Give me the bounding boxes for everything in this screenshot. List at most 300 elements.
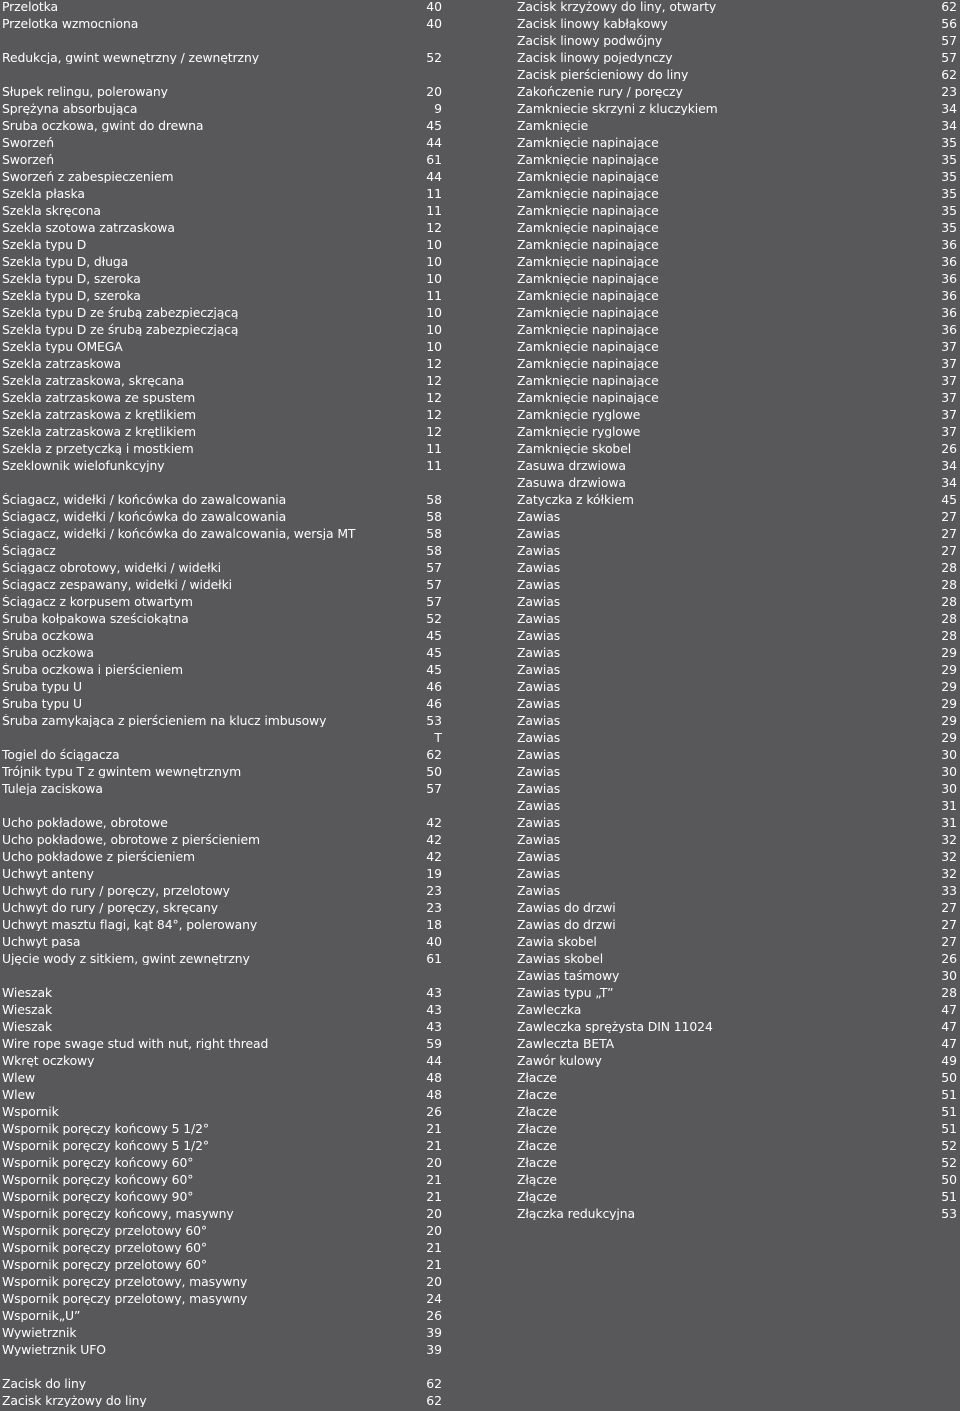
entry-page-number: 46 — [426, 696, 442, 711]
index-entry — [2, 850, 442, 867]
index-entry — [2, 1394, 442, 1411]
entry-name: Ucho pokładowe, obrotowe z pierścieniem — [2, 833, 260, 846]
entry-name: Wspornik poręczy końcowy, masywny — [2, 1207, 234, 1220]
entry-name: Słupek relingu, polerowany — [2, 85, 168, 98]
index-entry — [2, 187, 442, 204]
index-entry — [2, 867, 442, 884]
index-entry — [2, 1309, 442, 1326]
entry-page-number: 11 — [426, 441, 442, 456]
entry-name: Szekla typu D ze śrubą zabezpieczjącą — [2, 323, 239, 336]
index-entry — [2, 136, 442, 153]
entry-page-number: 47 — [941, 1036, 957, 1051]
entry-page-number: 29 — [941, 662, 957, 677]
index-entry — [2, 1207, 442, 1224]
entry-page-number: 35 — [941, 186, 957, 201]
index-entry — [517, 459, 957, 476]
entry-page-number: 42 — [426, 849, 442, 864]
index-entry — [517, 255, 957, 272]
entry-page-number: 29 — [941, 645, 957, 660]
entry-page-number: 28 — [941, 628, 957, 643]
index-entry — [2, 238, 442, 255]
index-entry — [517, 578, 957, 595]
entry-name: Sworzeń — [2, 136, 54, 149]
entry-name: Wspornik poręczy końcowy 90° — [2, 1190, 194, 1203]
entry-page-number: 42 — [426, 815, 442, 830]
entry-name: Szekla skręcona — [2, 204, 101, 217]
index-entry — [517, 782, 957, 799]
entry-name: Sworzeń z zabespieczeniem — [2, 170, 174, 183]
entry-name: Śruba oczkowa — [2, 629, 94, 642]
index-entry — [2, 629, 442, 646]
index-entry — [517, 238, 957, 255]
index-entry — [517, 323, 957, 340]
entry-name: Szekla zatrzaskowa, skręcana — [2, 374, 185, 387]
entry-name: Zawias — [517, 765, 561, 778]
entry-page-number: 36 — [941, 288, 957, 303]
entry-page-number: 10 — [426, 254, 442, 269]
entry-name: Szekla typu D — [2, 238, 87, 251]
index-entry — [517, 1190, 957, 1207]
index-entry — [2, 1275, 442, 1292]
section-gap — [2, 1360, 442, 1377]
entry-page-number: 35 — [941, 169, 957, 184]
index-entry — [2, 221, 442, 238]
index-entry — [2, 51, 442, 68]
entry-name: Zawia skobel — [517, 935, 597, 948]
entry-page-number: 10 — [426, 305, 442, 320]
index-entry — [517, 697, 957, 714]
index-entry — [517, 272, 957, 289]
index-entry — [517, 34, 957, 51]
entry-name: Złącze — [517, 1173, 557, 1186]
entry-name: Zawleczta BETA — [517, 1037, 614, 1050]
index-entry — [517, 510, 957, 527]
entry-page-number: 11 — [426, 458, 442, 473]
entry-name: Złacze — [517, 1139, 557, 1152]
entry-name: Wspornik poręczy przelotowy 60° — [2, 1224, 208, 1237]
index-entry — [2, 204, 442, 221]
index-entry — [517, 646, 957, 663]
index-entry — [517, 476, 957, 493]
entry-page-number: 45 — [426, 118, 442, 133]
entry-page-number: 61 — [426, 951, 442, 966]
entry-name: Wspornik poręczy końcowy 5 1/2° — [2, 1122, 210, 1135]
entry-name: Zamknięcie napinające — [517, 272, 659, 285]
entry-page-number: 21 — [426, 1172, 442, 1187]
index-entry — [517, 544, 957, 561]
index-entry — [517, 289, 957, 306]
index-entry — [517, 170, 957, 187]
index-entry — [2, 119, 442, 136]
index-entry — [2, 952, 442, 969]
entry-page-number: 48 — [426, 1070, 442, 1085]
entry-name: Zawias — [517, 816, 561, 829]
entry-page-number: 29 — [941, 696, 957, 711]
index-entry — [2, 986, 442, 1003]
entry-name: Zamknięcie napinające — [517, 187, 659, 200]
entry-page-number: 52 — [426, 611, 442, 626]
entry-name: Zamkniecie skrzyni z kluczykiem — [517, 102, 718, 115]
entry-page-number: 12 — [426, 424, 442, 439]
index-entry — [517, 221, 957, 238]
index-entry — [2, 1343, 442, 1360]
index-entry — [517, 867, 957, 884]
entry-page-number: 21 — [426, 1240, 442, 1255]
entry-name: Zamknięcie napinające — [517, 170, 659, 183]
entry-page-number: 36 — [941, 305, 957, 320]
entry-name: Zamknięcie napinające — [517, 340, 659, 353]
entry-page-number: 23 — [426, 883, 442, 898]
index-entry — [2, 1292, 442, 1309]
index-entry — [517, 714, 957, 731]
entry-name: Zawleczka — [517, 1003, 582, 1016]
entry-name: Uchwyt do rury / poręczy, skręcany — [2, 901, 219, 914]
entry-page-number: 45 — [426, 662, 442, 677]
entry-page-number: 47 — [941, 1019, 957, 1034]
entry-name: Sworzeń — [2, 153, 54, 166]
entry-name: Zamknięcie napinające — [517, 357, 659, 370]
entry-page-number: 39 — [426, 1342, 442, 1357]
entry-page-number: 43 — [426, 985, 442, 1000]
index-entry — [517, 136, 957, 153]
entry-page-number: 26 — [426, 1308, 442, 1323]
entry-name: Szekla zatrzaskowa z krętlikiem — [2, 408, 197, 421]
index-entry — [2, 680, 442, 697]
entry-page-number: 34 — [941, 118, 957, 133]
index-entry — [517, 1156, 957, 1173]
entry-page-number: 30 — [941, 781, 957, 796]
index-entry — [517, 85, 957, 102]
entry-page-number: 28 — [941, 560, 957, 575]
index-entry — [2, 527, 442, 544]
entry-page-number: 50 — [426, 764, 442, 779]
index-entry — [517, 748, 957, 765]
entry-page-number: 44 — [426, 135, 442, 150]
entry-page-number: 45 — [426, 628, 442, 643]
entry-name: Zamknięcie skobel — [517, 442, 632, 455]
entry-page-number: 11 — [426, 203, 442, 218]
entry-page-number: 21 — [426, 1189, 442, 1204]
entry-name: Zacisk do liny — [2, 1377, 86, 1390]
entry-page-number: 33 — [941, 883, 957, 898]
index-entry — [517, 935, 957, 952]
entry-name: Uchwyt anteny — [2, 867, 94, 880]
entry-name: Szeklownik wielofunkcyjny — [2, 459, 165, 472]
entry-page-number: 31 — [941, 815, 957, 830]
index-entry — [517, 612, 957, 629]
index-entry — [2, 561, 442, 578]
entry-page-number: 37 — [941, 373, 957, 388]
index-entry — [2, 1224, 442, 1241]
index-column-left — [2, 0, 442, 1411]
entry-page-number: 12 — [426, 373, 442, 388]
index-entry — [517, 629, 957, 646]
entry-name: Szekla typu OMEGA — [2, 340, 123, 353]
entry-name: Togiel do ściągacza — [2, 748, 120, 761]
entry-page-number: 35 — [941, 152, 957, 167]
entry-page-number: 57 — [426, 560, 442, 575]
entry-page-number: 43 — [426, 1002, 442, 1017]
index-entry — [2, 782, 442, 799]
entry-page-number: 23 — [941, 84, 957, 99]
entry-page-number: 62 — [941, 67, 957, 82]
index-entry — [2, 646, 442, 663]
entry-page-number: 37 — [941, 407, 957, 422]
entry-page-number: 51 — [941, 1189, 957, 1204]
index-entry — [517, 1020, 957, 1037]
entry-page-number: 27 — [941, 509, 957, 524]
entry-name: Zawias — [517, 595, 561, 608]
entry-page-number: 58 — [426, 492, 442, 507]
index-entry — [517, 731, 957, 748]
index-entry — [517, 663, 957, 680]
entry-page-number: 58 — [426, 509, 442, 524]
entry-page-number: 37 — [941, 356, 957, 371]
entry-page-number: 21 — [426, 1138, 442, 1153]
index-entry — [517, 442, 957, 459]
entry-name: Szekla zatrzaskowa — [2, 357, 121, 370]
entry-name: Śruba kołpakowa sześciokątna — [2, 612, 189, 625]
entry-name: Zawias skobel — [517, 952, 604, 965]
index-entry — [2, 289, 442, 306]
entry-page-number: 34 — [941, 101, 957, 116]
entry-page-number: 36 — [941, 254, 957, 269]
index-entry — [517, 340, 957, 357]
entry-page-number: 49 — [941, 1053, 957, 1068]
entry-name: Zawias — [517, 884, 561, 897]
entry-name: Zamknięcie napinające — [517, 306, 659, 319]
section-gap — [2, 476, 442, 493]
entry-page-number: 47 — [941, 1002, 957, 1017]
entry-name: Zamknięcie napinające — [517, 391, 659, 404]
index-entry — [2, 17, 442, 34]
entry-name: Ściagacz, widełki / końcówka do zawalcowania — [2, 510, 287, 523]
entry-page-number: 57 — [426, 577, 442, 592]
entry-page-number: 21 — [426, 1121, 442, 1136]
entry-name: Zamknięcie napinające — [517, 323, 659, 336]
entry-page-number: 48 — [426, 1087, 442, 1102]
index-entry — [517, 986, 957, 1003]
index-entry — [517, 765, 957, 782]
entry-page-number: 10 — [426, 322, 442, 337]
entry-page-number: 34 — [941, 458, 957, 473]
section-gap — [2, 34, 442, 51]
section-gap — [2, 969, 442, 986]
entry-name: Śruba typu U — [2, 680, 82, 693]
entry-page-number: 20 — [426, 84, 442, 99]
entry-name: Zakończenie rury / poręczy — [517, 85, 683, 98]
entry-name: Przelotka — [2, 0, 59, 13]
entry-page-number: 29 — [941, 730, 957, 745]
index-entry — [2, 714, 442, 731]
index-entry — [2, 1190, 442, 1207]
index-entry — [2, 816, 442, 833]
entry-name: Ucho pokładowe z pierścieniem — [2, 850, 196, 863]
entry-page-number: 12 — [426, 390, 442, 405]
entry-name: Szekla typu D, szeroka — [2, 272, 141, 285]
index-entry — [2, 884, 442, 901]
entry-name: Zawias — [517, 578, 561, 591]
entry-page-number: 32 — [941, 849, 957, 864]
entry-page-number: 36 — [941, 322, 957, 337]
index-entry — [517, 561, 957, 578]
index-entry — [517, 1105, 957, 1122]
index-entry — [517, 901, 957, 918]
entry-name: Złącze — [517, 1190, 557, 1203]
entry-name: Zawias — [517, 867, 561, 880]
entry-page-number: 31 — [941, 798, 957, 813]
entry-name: Tuleja zaciskowa — [2, 782, 103, 795]
index-entry — [517, 306, 957, 323]
index-entry — [517, 1054, 957, 1071]
entry-page-number: 62 — [426, 1376, 442, 1391]
entry-name: Zamknięcie — [517, 119, 589, 132]
entry-name: Szekla zatrzaskowa ze spustem — [2, 391, 196, 404]
entry-page-number: 39 — [426, 1325, 442, 1340]
index-entry — [2, 1258, 442, 1275]
entry-name: Zacisk linowy pojedynczy — [517, 51, 673, 64]
entry-page-number: 19 — [426, 866, 442, 881]
entry-page-number: 35 — [941, 203, 957, 218]
index-entry — [517, 153, 957, 170]
entry-page-number: 21 — [426, 1257, 442, 1272]
entry-name: Wlew — [2, 1071, 36, 1084]
entry-name: Zawias — [517, 748, 561, 761]
entry-page-number: 53 — [941, 1206, 957, 1221]
index-entry — [517, 204, 957, 221]
entry-name: Śruba typu U — [2, 697, 82, 710]
entry-name: Szekla szotowa zatrzaskowa — [2, 221, 175, 234]
index-entry — [2, 901, 442, 918]
index-entry — [2, 357, 442, 374]
entry-name: Zawias — [517, 697, 561, 710]
entry-page-number: 34 — [941, 475, 957, 490]
entry-name: Wieszak — [2, 1003, 53, 1016]
entry-name: Zawias — [517, 680, 561, 693]
entry-name: Zawias typu „T” — [517, 986, 614, 999]
index-entry — [517, 357, 957, 374]
entry-name: Trójnik typu T z gwintem wewnętrznym — [2, 765, 242, 778]
index-entry — [517, 884, 957, 901]
index-entry — [2, 1326, 442, 1343]
entry-page-number: 52 — [426, 50, 442, 65]
entry-name: Ujęcie wody z sitkiem, gwint zewnętrzny — [2, 952, 250, 965]
index-entry — [517, 969, 957, 986]
entry-page-number: 61 — [426, 152, 442, 167]
entry-name: Uchwyt do rury / poręczy, przelotowy — [2, 884, 230, 897]
entry-page-number: 32 — [941, 832, 957, 847]
entry-page-number: 40 — [426, 16, 442, 31]
index-entry — [517, 1173, 957, 1190]
entry-name: Ściągacz obrotowy, widełki / widełki — [2, 561, 221, 574]
entry-name: Zamknięcie napinające — [517, 221, 659, 234]
entry-name: Zawias — [517, 731, 561, 744]
entry-name: Śruba oczkowa i pierścieniem — [2, 663, 184, 676]
entry-page-number: 53 — [426, 713, 442, 728]
index-entry — [2, 1122, 442, 1139]
entry-name: Szekla typu D, długa — [2, 255, 129, 268]
entry-name: Zawias — [517, 833, 561, 846]
index-entry — [2, 170, 442, 187]
entry-name: Wspornik poręczy końcowy 60° — [2, 1156, 194, 1169]
entry-page-number: 26 — [426, 1104, 442, 1119]
index-entry — [517, 68, 957, 85]
entry-page-number: 37 — [941, 390, 957, 405]
entry-name: Złacze — [517, 1088, 557, 1101]
index-entry — [2, 748, 442, 765]
entry-page-number: 46 — [426, 679, 442, 694]
entry-name: Wywietrznik UFO — [2, 1343, 106, 1356]
index-entry — [517, 799, 957, 816]
entry-page-number: 23 — [426, 900, 442, 915]
entry-name: Zacisk linowy kabłąkowy — [517, 17, 668, 30]
entry-name: Zawias — [517, 799, 561, 812]
entry-page-number: 51 — [941, 1087, 957, 1102]
entry-page-number: 50 — [941, 1172, 957, 1187]
index-entry — [517, 595, 957, 612]
entry-name: Zawias do drzwi — [517, 918, 616, 931]
entry-name: Zamknięcie ryglowe — [517, 408, 641, 421]
entry-name: Ściągacz — [2, 544, 56, 557]
entry-name: Zamknięcie napinające — [517, 374, 659, 387]
entry-name: Zawias — [517, 663, 561, 676]
entry-page-number: 62 — [941, 0, 957, 14]
index-entry — [517, 17, 957, 34]
entry-name: Zatyczka z kółkiem — [517, 493, 634, 506]
entry-page-number: 36 — [941, 271, 957, 286]
entry-name: Wspornik poręczy końcowy 5 1/2° — [2, 1139, 210, 1152]
entry-page-number: 26 — [941, 441, 957, 456]
index-entry — [2, 323, 442, 340]
index-entry — [517, 102, 957, 119]
index-entry — [2, 459, 442, 476]
entry-name: Uchwyt pasa — [2, 935, 81, 948]
index-entry — [2, 595, 442, 612]
index-entry — [2, 918, 442, 935]
entry-page-number: 58 — [426, 543, 442, 558]
entry-name: Szekla typu D ze śrubą zabezpieczjącą — [2, 306, 239, 319]
entry-name: Zawias — [517, 612, 561, 625]
entry-page-number: 11 — [426, 186, 442, 201]
entry-name: Zawias — [517, 646, 561, 659]
entry-page-number: 28 — [941, 985, 957, 1000]
entry-page-number: 12 — [426, 407, 442, 422]
index-entry — [2, 340, 442, 357]
index-entry — [517, 918, 957, 935]
index-entry — [517, 51, 957, 68]
entry-page-number: 62 — [426, 747, 442, 762]
entry-page-number: 42 — [426, 832, 442, 847]
entry-name: Szekla typu D, szeroka — [2, 289, 141, 302]
index-entry — [2, 1156, 442, 1173]
entry-page-number: 37 — [941, 339, 957, 354]
index-entry — [517, 0, 957, 17]
entry-page-number: 45 — [426, 645, 442, 660]
index-entry — [517, 374, 957, 391]
index-entry — [2, 833, 442, 850]
index-entry — [2, 408, 442, 425]
entry-name: Wywietrznik — [2, 1326, 77, 1339]
index-entry — [517, 1088, 957, 1105]
index-entry — [2, 1071, 442, 1088]
entry-page-number: 10 — [426, 271, 442, 286]
entry-name: Wspornik poręczy końcowy 60° — [2, 1173, 194, 1186]
entry-page-number: 59 — [426, 1036, 442, 1051]
index-entry — [2, 765, 442, 782]
entry-name: Złacze — [517, 1071, 557, 1084]
entry-page-number: 40 — [426, 0, 442, 14]
entry-page-number: 51 — [941, 1104, 957, 1119]
